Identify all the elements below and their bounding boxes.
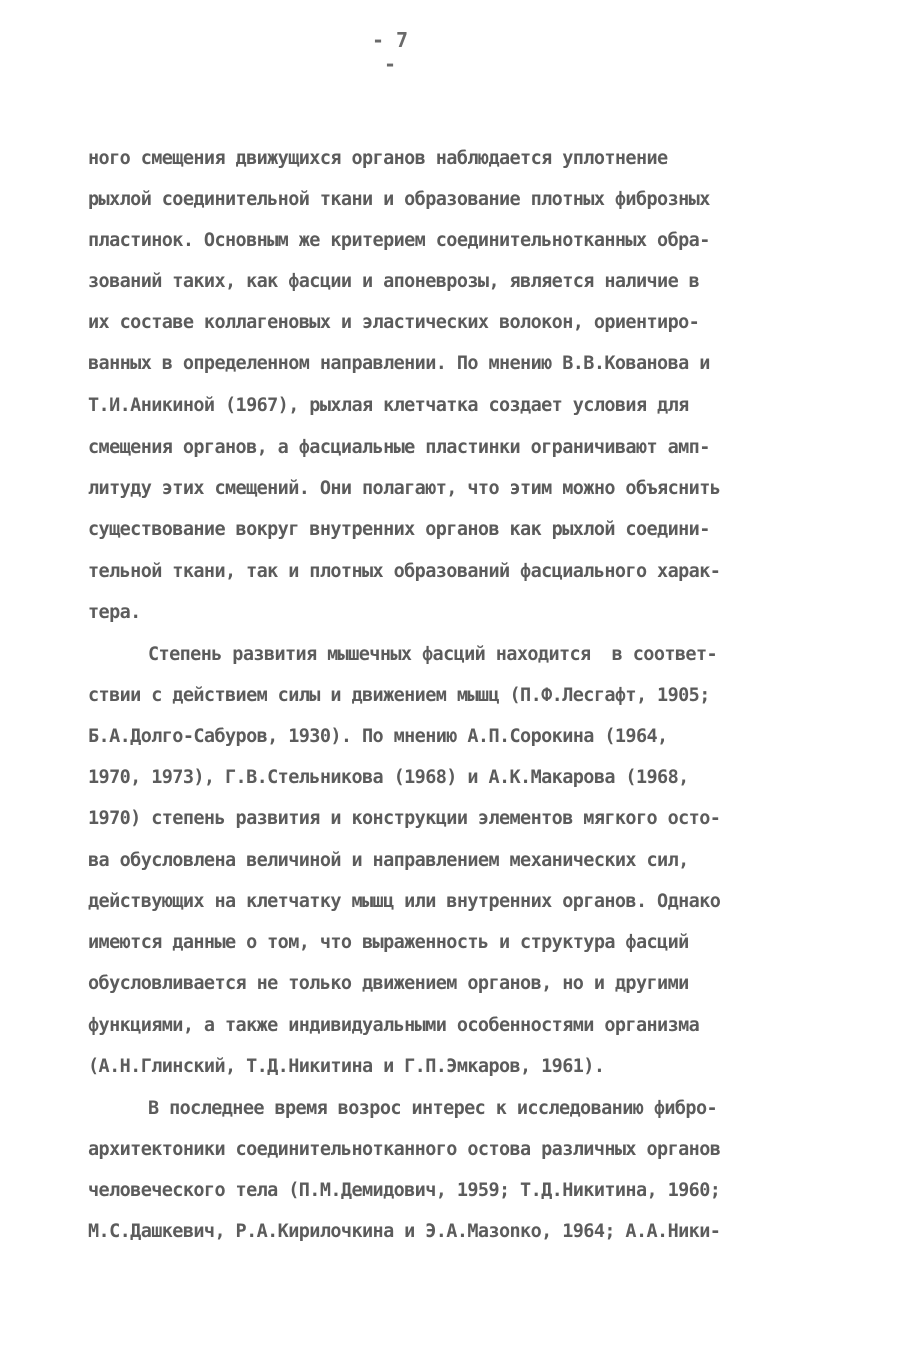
text-line: ствии с действием силы и движением мышц (П.Ф.Лесгафт, 1905;: [88, 685, 710, 706]
text-line: смещения органов, а фасциальные пластинки ограничивают амп-: [88, 437, 710, 458]
text-line: зований таких, как фасции и апоневрозы, является наличие в: [88, 271, 700, 292]
text-line: 1970) степень развития и конструкции элементов мягкого осто-: [88, 808, 721, 829]
text-line: Т.И.Аникиной (1967), рыхлая клетчатка создает условия для: [88, 395, 689, 416]
text-line: литуду этих смещений. Они полагают, что этим можно объяснить: [88, 478, 721, 499]
text-line: М.С.Дашкевич, Р.А.Кирилочкина и Э.А.Мазоnко, 1964; А.А.Ники-: [88, 1221, 721, 1242]
text-line: функциями, а также индивидуальными особенностями организма: [88, 1015, 700, 1036]
text-line: тера.: [88, 602, 141, 623]
text-line: (А.Н.Глинский, Т.Д.Никитина и Г.П.Эмкаров, 1961).: [88, 1056, 605, 1077]
text-line: ного смещения движущихся органов наблюдается уплотнение: [88, 148, 668, 169]
text-line: 1970, 1973), Г.В.Стельникова (1968) и А.К.Макарова (1968,: [88, 767, 689, 788]
text-line: Степень развития мышечных фасций находится в соответ-: [148, 644, 718, 665]
text-line: рыхлой соединительной ткани и образование плотных фиброзных: [88, 189, 710, 210]
text-line: тельной ткани, так и плотных образований фасциального харак-: [88, 561, 721, 582]
text-line: имеются данные о том, что выраженность и структура фасций: [88, 932, 689, 953]
text-line: Б.А.Долго-Сабуров, 1930). По мнению А.П.Сорокина (1964,: [88, 726, 668, 747]
text-line: ва обусловлена величиной и направлением механических сил,: [88, 850, 689, 871]
text-line: их составе коллагеновых и эластических волокон, ориентиро-: [88, 312, 700, 333]
text-line: существование вокруг внутренних органов как рыхлой соедини-: [88, 519, 710, 540]
text-line: действующих на клетчатку мышц или внутренних органов. Однако: [88, 891, 721, 912]
text-line: обусловливается не только движением органов, но и другими: [88, 973, 689, 994]
text-line: пластинок. Основным же критерием соединительнотканных обра-: [88, 230, 710, 251]
text-line: В последнее время возрос интерес к исследованию фибро-: [148, 1098, 718, 1119]
text-line: человеческого тела (П.М.Демидович, 1959; Т.Д.Никитина, 1960;: [88, 1180, 721, 1201]
text-line: ванных в определенном направлении. По мнению В.В.Кованова и: [88, 353, 710, 374]
text-line: архитектоники соединительнотканного остова различных органов: [88, 1139, 721, 1160]
page-number: - 7 -: [371, 28, 409, 76]
